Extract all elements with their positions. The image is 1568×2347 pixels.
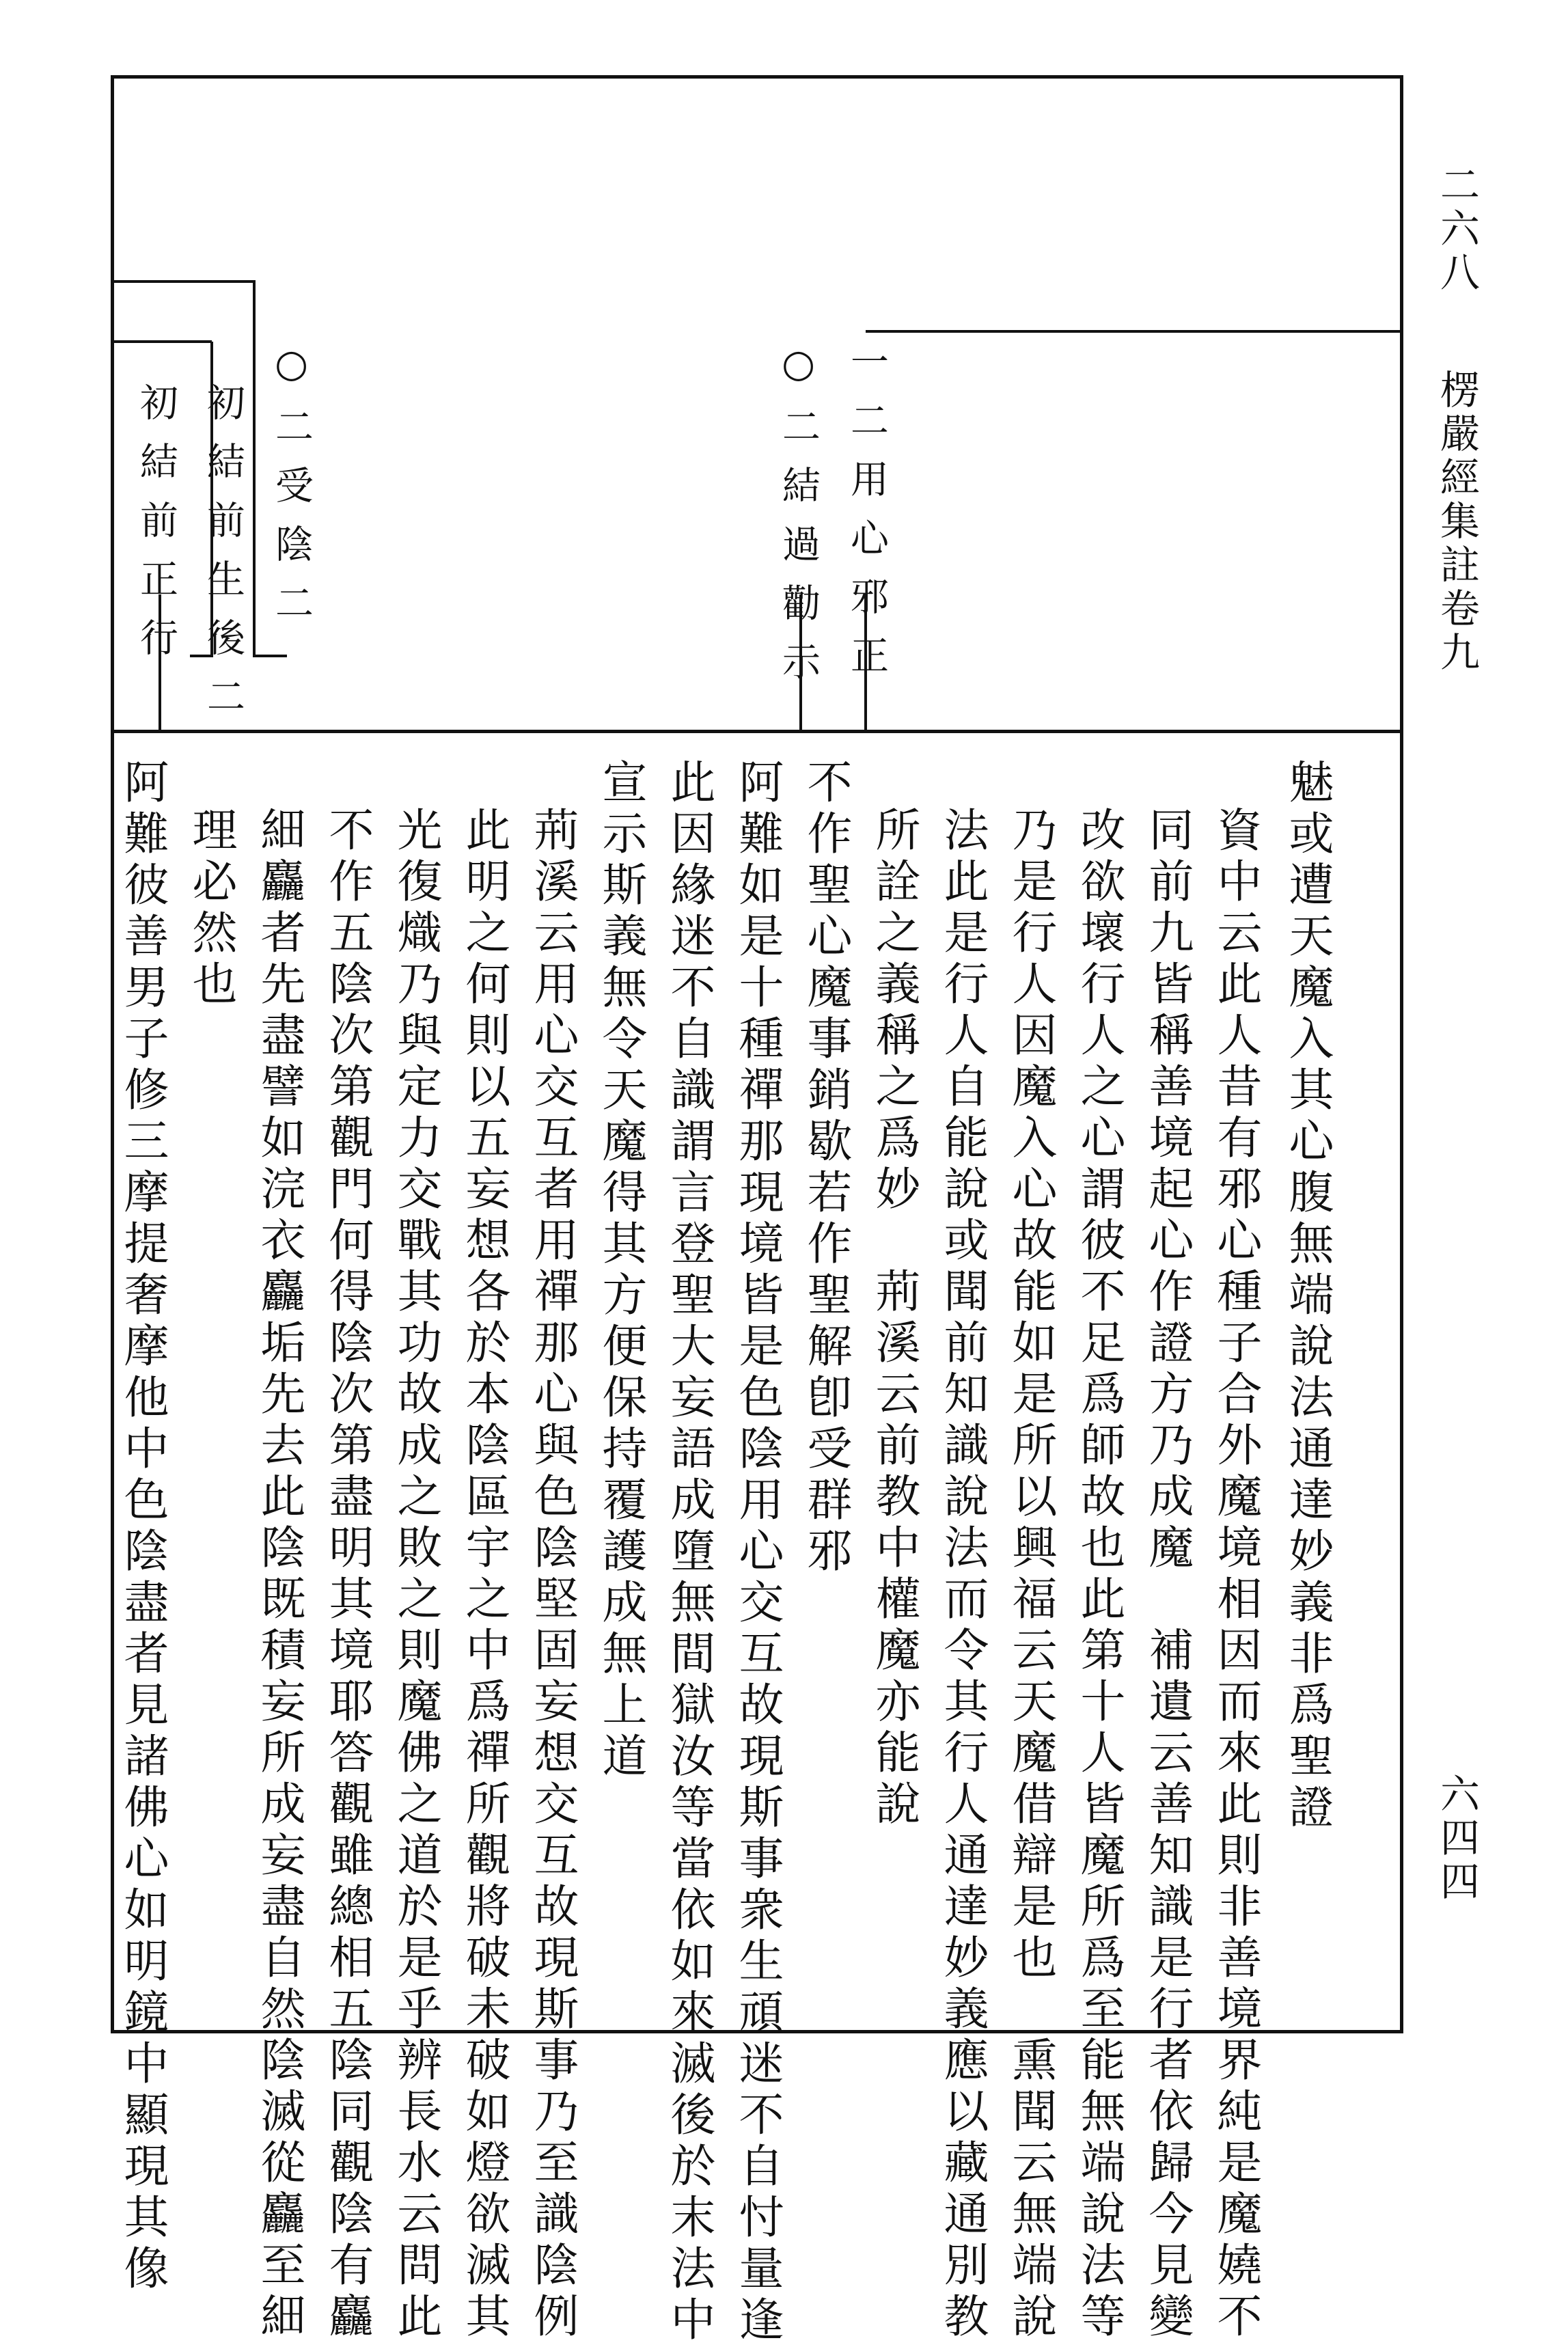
text-column: 荊溪云用心交互者用禪那心與色陰堅固妄想交互故現斯事乃至識陰例 [526, 806, 579, 2344]
outline-entry: ○二結過勸示 [776, 342, 821, 700]
outline-bracket-1 [253, 280, 256, 656]
section-divider [111, 730, 1403, 733]
text-column: 乃是行人因魔入心故能如是所以興福云天魔借辯是也 熏聞云無端說 [1004, 806, 1057, 2344]
outline-entry: 初結前生後二 [201, 383, 245, 735]
text-column: 資中云此人昔有邪心種子合外魔境相因而來此則非善境界純是魔嬈不 [1209, 806, 1262, 2344]
text-column: 所詮之義稱之爲妙 荊溪云前教中權魔亦能說 [868, 806, 920, 1831]
outline-entry: 一二用心邪正 [844, 342, 889, 694]
outline-entry: ○二受陰二 [269, 342, 314, 642]
page-number-top: 二六八 [1433, 164, 1480, 295]
text-column: 同前九皆稱善境起心作證方乃成魔 補遺云善知識是行者依歸今見變 [1141, 806, 1194, 2344]
book-title: 楞嚴經集註卷九 [1433, 369, 1480, 675]
text-column: 魅或遭天魔入其心腹無端說法通達妙義非爲聖證 [1281, 758, 1334, 1835]
outline-entry: 初結前正行 [134, 383, 178, 676]
text-column: 法此是行人自能說或聞前知識說法而令其行人通達妙義應以藏通別教 [936, 806, 989, 2344]
text-column: 阿難如是十種禪那現境皆是色陰用心交互故現斯事衆生頑迷不自忖量逢 [731, 758, 784, 2347]
text-column: 改欲壞行人之心謂彼不足爲師故也此第十人皆魔所爲至能無端說法等 [1073, 806, 1125, 2344]
text-column: 不作五陰次第觀門何得陰次第盡明其境耶答觀雖總相五陰同觀陰有麤 [321, 806, 374, 2344]
text-column: 光復熾乃與定力交戰其功故成之敗之則魔佛之道於是乎辨長水云問此 [389, 806, 442, 2344]
outline-top-line-2 [111, 280, 254, 283]
text-column: 不作聖心魔事銷歇若作聖解卽受群邪 [799, 758, 852, 1578]
page-number-bottom: 六四四 [1433, 1773, 1480, 1904]
text-column: 阿難彼善男子修三摩提奢摩他中色陰盡者見諸佛心如明鏡中顯現其像 [116, 758, 169, 2296]
outline-top-line-3 [111, 340, 212, 343]
text-column: 理必然也 [184, 806, 237, 1011]
outline-top-line-1 [866, 330, 1403, 333]
text-column: 宣示斯義無令天魔得其方便保持覆護成無上道 [594, 758, 647, 1783]
text-column: 此明之何則以五妄想各於本陰區宇之中爲禪所觀將破未破如燈欲滅其 [458, 806, 510, 2344]
outline-bracket-1-foot [253, 655, 287, 657]
text-column: 此因緣迷不自識謂言登聖大妄語成墮無間獄汝等當依如來滅後於末法中 [663, 758, 715, 2347]
text-column: 細麤者先盡譬如浣衣麤垢先去此陰既積妄所成妄盡自然陰滅從麤至細 [253, 806, 305, 2344]
